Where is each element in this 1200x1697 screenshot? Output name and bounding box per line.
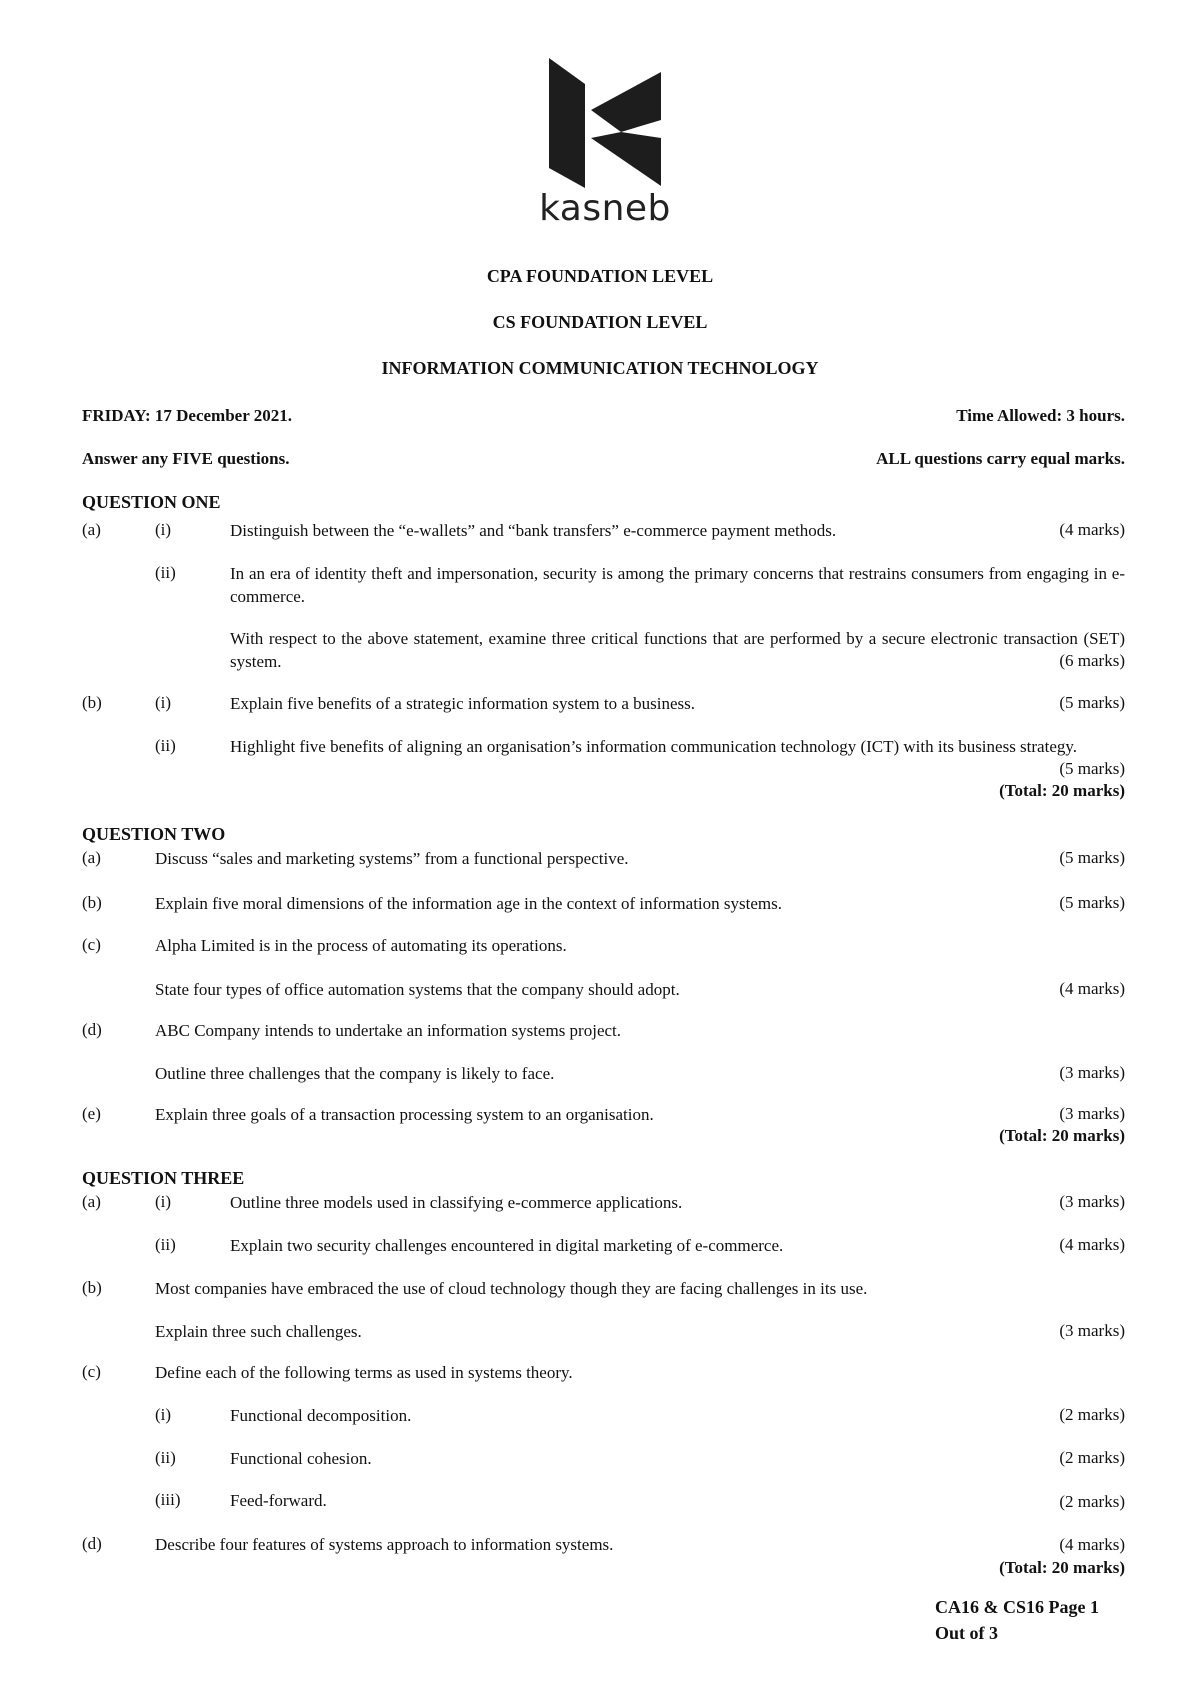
q3-b-statement: Most companies have embraced the use of cloud technology though they are facing challenges in its use. xyxy=(155,1279,868,1298)
q1-a-i-text: Distinguish between the “e-wallets” and “bank transfers” e-commerce payment methods. xyxy=(230,521,837,540)
q3-b-question: Explain three such challenges. xyxy=(155,1322,362,1341)
q1-a-label-i: (i) xyxy=(155,520,172,539)
q1-a-ii-question: With respect to the above statement, examine three critical functions that are performed by a secure electronic transaction (SET) system. xyxy=(230,629,1125,671)
q1-b-label-ii: (ii) xyxy=(155,736,176,755)
q1-b-ii-marks: (5 marks) xyxy=(1059,759,1125,778)
q2-a-text: Discuss “sales and marketing systems” from a functional perspective. xyxy=(155,849,629,868)
q2-e-text: Explain three goals of a transaction processing system to an organisation. xyxy=(155,1105,654,1124)
q3-label-c: (c) xyxy=(82,1362,101,1381)
logo-text: kasneb xyxy=(539,188,671,229)
q2-label-e: (e) xyxy=(82,1104,101,1123)
exam-date: FRIDAY: 17 December 2021. xyxy=(82,406,292,425)
q1-a-ii-marks: (6 marks) xyxy=(1059,651,1125,670)
q1-total: (Total: 20 marks) xyxy=(999,781,1125,800)
q3-c-iii-text: Feed-forward. xyxy=(230,1491,327,1510)
q3-c-label-iii: (iii) xyxy=(155,1490,181,1509)
time-allowed: Time Allowed: 3 hours. xyxy=(956,406,1125,425)
question-two-title: QUESTION TWO xyxy=(82,824,226,844)
q2-d-marks: (3 marks) xyxy=(1059,1063,1125,1082)
q2-c-marks: (4 marks) xyxy=(1059,979,1125,998)
q2-d-question: Outline three challenges that the company is likely to face. xyxy=(155,1064,555,1083)
q1-b-i-text: Explain five benefits of a strategic information system to a business. xyxy=(230,694,696,713)
q3-c-text: Define each of the following terms as used in systems theory. xyxy=(155,1363,573,1382)
q3-label-d: (d) xyxy=(82,1534,102,1553)
q2-label-a: (a) xyxy=(82,848,101,867)
q1-a-label-ii: (ii) xyxy=(155,563,176,582)
q3-c-i-text: Functional decomposition. xyxy=(230,1406,412,1425)
kasneb-logo-mark-icon xyxy=(547,58,665,188)
q2-b-text: Explain five moral dimensions of the information age in the context of information systems. xyxy=(155,894,782,913)
kasneb-logo xyxy=(539,58,671,229)
q3-c-label-ii: (ii) xyxy=(155,1448,176,1467)
q3-a-i-marks: (3 marks) xyxy=(1059,1192,1125,1211)
question-one-title: QUESTION ONE xyxy=(82,492,221,512)
instruction: Answer any FIVE questions. xyxy=(82,449,290,468)
q3-b-marks: (3 marks) xyxy=(1059,1321,1125,1340)
q2-label-c: (c) xyxy=(82,935,101,954)
marks-note: ALL questions carry equal marks. xyxy=(876,449,1125,468)
q3-a-ii-marks: (4 marks) xyxy=(1059,1235,1125,1254)
page-out-of: Out of 3 xyxy=(935,1623,998,1643)
q2-c-question: State four types of office automation systems that the company should adopt. xyxy=(155,980,680,999)
q2-a-marks: (5 marks) xyxy=(1059,848,1125,867)
subject-title: INFORMATION COMMUNICATION TECHNOLOGY xyxy=(381,358,819,378)
q1-a-ii-intro: In an era of identity theft and impersonation, security is among the primary concerns that restrains consumers from engaging in e-commerce. xyxy=(230,564,1125,606)
q2-d-scenario: ABC Company intends to undertake an information systems project. xyxy=(155,1021,622,1040)
q3-label-a: (a) xyxy=(82,1192,101,1211)
q1-label-b: (b) xyxy=(82,693,102,712)
q3-a-label-ii: (ii) xyxy=(155,1235,176,1254)
q3-c-ii-text: Functional cohesion. xyxy=(230,1449,372,1468)
q2-total: (Total: 20 marks) xyxy=(999,1126,1125,1145)
q2-c-scenario: Alpha Limited is in the process of automating its operations. xyxy=(155,936,567,955)
q3-d-text: Describe four features of systems approach to information systems. xyxy=(155,1535,614,1554)
q1-label-a: (a) xyxy=(82,520,101,539)
question-three-title: QUESTION THREE xyxy=(82,1168,245,1188)
q3-c-label-i: (i) xyxy=(155,1405,172,1424)
q2-label-d: (d) xyxy=(82,1020,102,1039)
q2-b-marks: (5 marks) xyxy=(1059,893,1125,912)
q3-label-b: (b) xyxy=(82,1278,102,1297)
q1-a-i-marks: (4 marks) xyxy=(1059,520,1125,539)
level-title-cs: CS FOUNDATION LEVEL xyxy=(492,312,708,332)
q1-b-i-marks: (5 marks) xyxy=(1059,693,1125,712)
q2-label-b: (b) xyxy=(82,893,102,912)
q2-e-marks: (3 marks) xyxy=(1059,1104,1125,1123)
q3-c-i-marks: (2 marks) xyxy=(1059,1405,1125,1424)
q3-a-ii-text: Explain two security challenges encountered in digital marketing of e-commerce. xyxy=(230,1236,784,1255)
level-title-cpa: CPA FOUNDATION LEVEL xyxy=(486,266,714,286)
q3-c-iii-marks: (2 marks) xyxy=(1059,1492,1125,1511)
q3-a-i-text: Outline three models used in classifying e-commerce applications. xyxy=(230,1193,683,1212)
q3-d-marks: (4 marks) xyxy=(1059,1535,1125,1554)
q3-c-ii-marks: (2 marks) xyxy=(1059,1448,1125,1467)
q3-total: (Total: 20 marks) xyxy=(999,1558,1125,1577)
q3-a-label-i: (i) xyxy=(155,1192,172,1211)
page-code: CA16 & CS16 Page 1 xyxy=(935,1597,1099,1617)
q1-b-label-i: (i) xyxy=(155,693,172,712)
q1-b-ii-text: Highlight five benefits of aligning an organisation’s information communication technology (ICT) with its business strategy. xyxy=(230,737,1078,756)
